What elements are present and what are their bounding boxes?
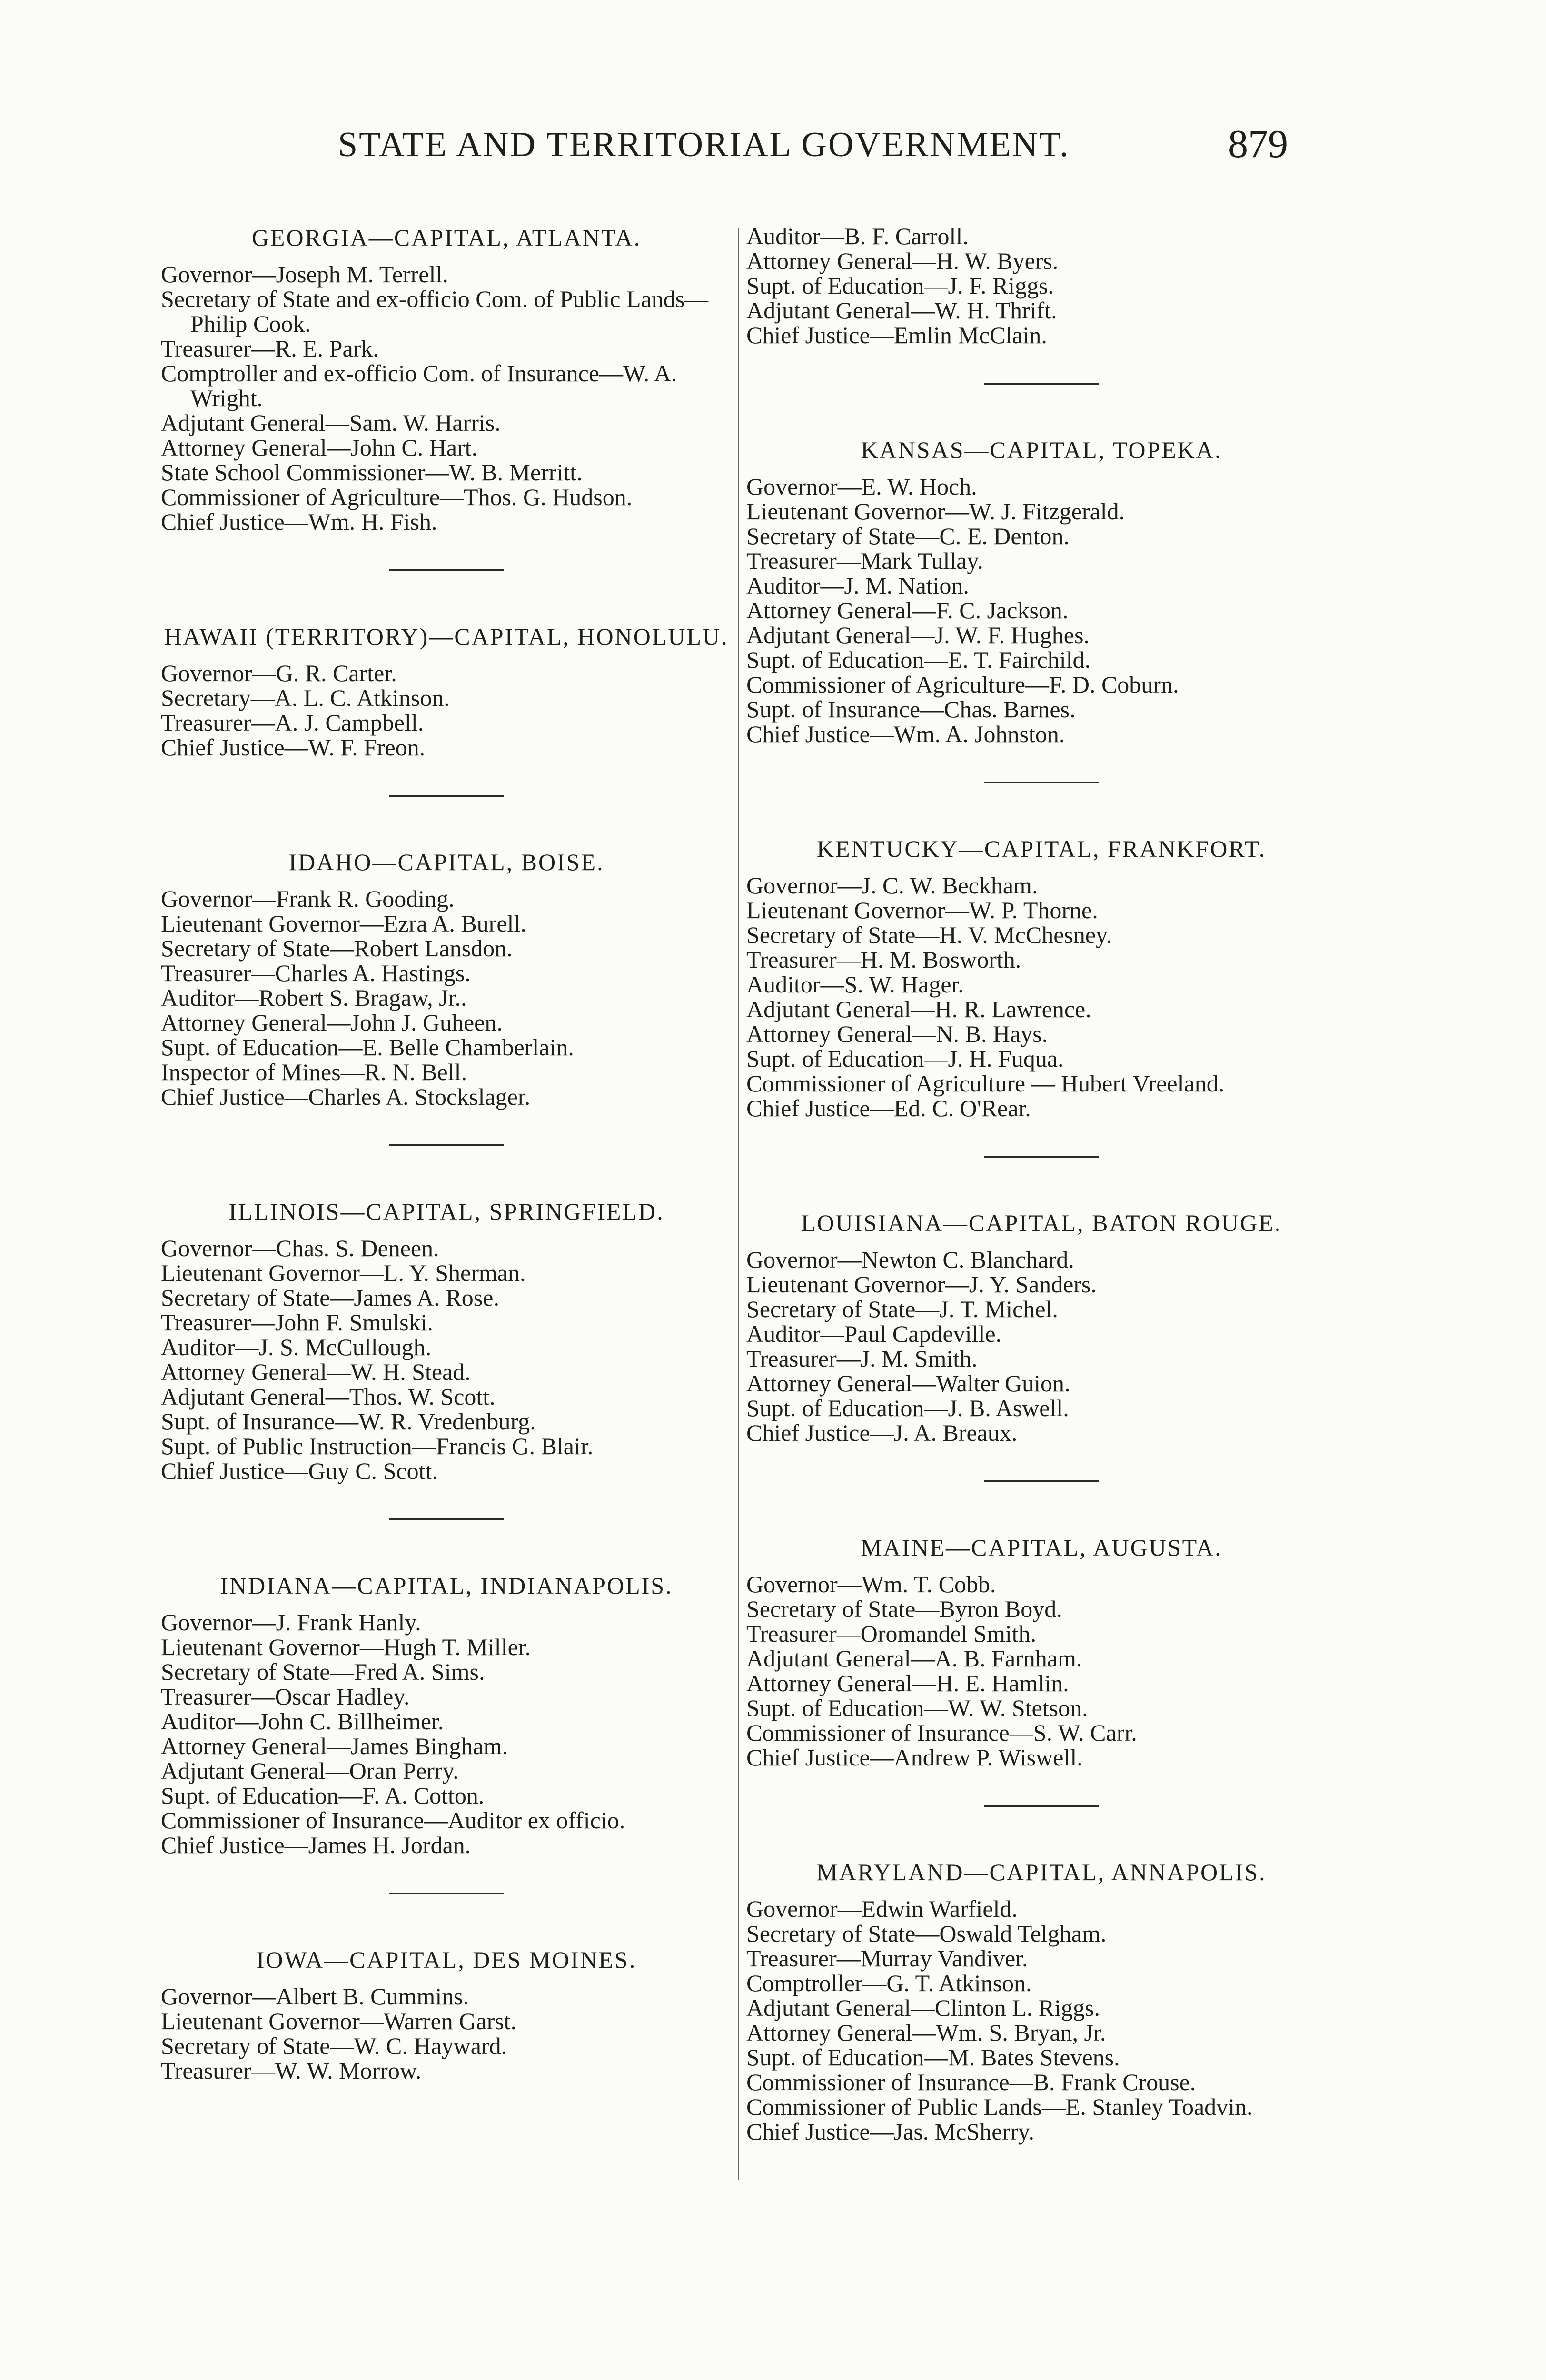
state-section xyxy=(746,1858,1337,2144)
officer-entry: Chief Justice—Jas. McSherry. xyxy=(746,2118,1034,2145)
officer-entry: Governor—Edwin Warfield. xyxy=(746,1895,1018,1922)
state-section xyxy=(161,1572,732,1857)
officer-entry: Comptroller and ex-officio Com. of Insurance—W. A. Wright. xyxy=(161,360,677,411)
officer-entry: Chief Justice—Wm. H. Fish. xyxy=(161,508,437,535)
officer-entry: Auditor—J. M. Nation. xyxy=(746,572,970,599)
officer-entry: Secretary of State—Robert Lansdon. xyxy=(161,935,513,962)
section-divider xyxy=(389,1144,504,1146)
officer-entry: Attorney General—Wm. S. Bryan, Jr. xyxy=(746,2019,1106,2046)
officer-entry: Chief Justice—Guy C. Scott. xyxy=(161,1458,438,1484)
state-heading: IDAHO—CAPITAL, BOISE. xyxy=(288,849,605,875)
officer-entry: Secretary of State—H. V. McChesney. xyxy=(746,922,1112,948)
section-divider xyxy=(984,782,1099,783)
officer-entry: Attorney General—John J. Guheen. xyxy=(161,1009,503,1036)
state-heading: IOWA—CAPITAL, DES MOINES. xyxy=(256,1946,637,1973)
officer-entry: Governor—J. Frank Hanly. xyxy=(161,1609,421,1636)
officer-entry: Supt. of Insurance—Chas. Barnes. xyxy=(746,696,1076,723)
officer-entry: Commissioner of Insurance—S. W. Carr. xyxy=(746,1719,1137,1746)
column-divider xyxy=(738,228,739,2180)
officer-entry: Chief Justice—J. A. Breaux. xyxy=(746,1419,1018,1446)
officer-entry: Commissioner of Public Lands—E. Stanley Toadvin. xyxy=(746,2093,1253,2120)
state-section xyxy=(161,224,732,534)
officer-entry: Secretary of State—W. C. Hayward. xyxy=(161,2033,507,2059)
state-section xyxy=(746,835,1337,1121)
officer-entry: Supt. of Education—W. W. Stetson. xyxy=(746,1695,1088,1721)
section-divider xyxy=(389,1893,504,1894)
left-column xyxy=(161,224,732,2094)
officer-entry: Treasurer—H. M. Bosworth. xyxy=(746,946,1021,973)
state-section xyxy=(161,848,732,1109)
state-heading: LOUISIANA—CAPITAL, BATON ROUGE. xyxy=(801,1210,1282,1236)
officer-entry: Supt. of Education—E. T. Fairchild. xyxy=(746,646,1091,673)
officer-entry: Auditor—John C. Billheimer. xyxy=(161,1708,444,1735)
state-section xyxy=(746,1209,1337,1445)
officer-entry: Secretary of State—J. T. Michel. xyxy=(746,1296,1058,1322)
officer-entry: Supt. of Education—E. Belle Chamberlain. xyxy=(161,1034,574,1061)
officer-entry: Governor—G. R. Carter. xyxy=(161,660,397,686)
officer-entry: Adjutant General—H. R. Lawrence. xyxy=(746,996,1091,1022)
officer-entry: Lieutenant Governor—L. Y. Sherman. xyxy=(161,1259,526,1286)
officer-entry: Auditor—B. F. Carroll. xyxy=(746,223,969,249)
section-divider xyxy=(984,1805,1099,1807)
officer-entry: Lieutenant Governor—J. Y. Sanders. xyxy=(746,1271,1097,1298)
officer-entry: Secretary of State—Fred A. Sims. xyxy=(161,1658,485,1685)
state-heading: GEORGIA—CAPITAL, ATLANTA. xyxy=(251,224,642,251)
officer-entry: Adjutant General—J. W. F. Hughes. xyxy=(746,622,1090,648)
officer-entry: State School Commissioner—W. B. Merritt. xyxy=(161,459,583,486)
officer-entry: Auditor—Robert S. Bragaw, Jr.. xyxy=(161,984,467,1011)
officer-entry: Governor—Frank R. Gooding. xyxy=(161,885,455,912)
officer-entry: Commissioner of Agriculture — Hubert Vreeland. xyxy=(746,1070,1225,1097)
state-section xyxy=(746,224,1337,347)
officer-entry: Secretary of State—James A. Rose. xyxy=(161,1284,499,1311)
section-divider xyxy=(984,1156,1099,1158)
officer-entry: Lieutenant Governor—Hugh T. Miller. xyxy=(161,1634,531,1660)
officer-entry: Treasurer—Oromandel Smith. xyxy=(746,1620,1037,1647)
officer-entry: Supt. of Education—M. Bates Stevens. xyxy=(746,2044,1120,2071)
officer-entry: Governor—Albert B. Cummins. xyxy=(161,1983,469,2010)
officer-entry: Chief Justice—Ed. C. O'Rear. xyxy=(746,1095,1031,1121)
officer-entry: Treasurer—J. M. Smith. xyxy=(746,1345,978,1372)
officer-entry: Secretary of State—Byron Boyd. xyxy=(746,1596,1062,1622)
officer-entry: Treasurer—W. W. Morrow. xyxy=(161,2057,422,2084)
officer-entry: Adjutant General—W. H. Thrift. xyxy=(746,297,1057,324)
officer-entry: Attorney General—H. E. Hamlin. xyxy=(746,1670,1069,1696)
officer-entry: Attorney General—F. C. Jackson. xyxy=(746,597,1069,624)
officer-entry: Chief Justice—Andrew P. Wiswell. xyxy=(746,1744,1083,1771)
officer-entry: Governor—J. C. W. Beckham. xyxy=(746,872,1038,899)
state-section xyxy=(161,1946,732,2083)
officer-entry: Governor—E. W. Hoch. xyxy=(746,473,977,500)
officer-entry: Adjutant General—Thos. W. Scott. xyxy=(161,1383,496,1410)
officer-entry: Treasurer—R. E. Park. xyxy=(161,335,379,362)
state-heading: INDIANA—CAPITAL, INDIANAPOLIS. xyxy=(220,1572,673,1599)
officer-entry: Treasurer—Murray Vandiver. xyxy=(746,1945,1028,1972)
officer-entry: Attorney General—John C. Hart. xyxy=(161,434,478,461)
officer-entry: Treasurer—Oscar Hadley. xyxy=(161,1683,410,1710)
state-heading: KANSAS—CAPITAL, TOPEKA. xyxy=(861,436,1222,463)
officer-entry: Supt. of Education—F. A. Cotton. xyxy=(161,1782,485,1809)
officer-entry: Treasurer—A. J. Campbell. xyxy=(161,709,424,736)
officer-entry: Lieutenant Governor—W. P. Thorne. xyxy=(746,897,1098,923)
state-section xyxy=(746,436,1337,746)
right-column xyxy=(746,224,1337,2155)
officer-entry: Treasurer—Charles A. Hastings. xyxy=(161,960,471,986)
officer-entry: Chief Justice—Emlin McClain. xyxy=(746,322,1047,348)
state-heading: KENTUCKY—CAPITAL, FRANKFORT. xyxy=(816,835,1267,862)
officer-entry: Treasurer—Mark Tullay. xyxy=(746,547,983,574)
officer-entry: Chief Justice—Charles A. Stockslager. xyxy=(161,1083,531,1110)
officer-entry: Supt. of Education—J. H. Fuqua. xyxy=(746,1045,1064,1072)
officer-entry: Secretary of State and ex-officio Com. of Public Lands—Philip Cook. xyxy=(161,286,709,337)
officer-entry: Inspector of Mines—R. N. Bell. xyxy=(161,1059,467,1085)
officer-entry: Supt. of Public Instruction—Francis G. Blair. xyxy=(161,1433,594,1459)
state-section xyxy=(161,1198,732,1483)
officer-entry: Comptroller—G. T. Atkinson. xyxy=(746,1970,1032,1996)
officer-entry: Governor—Chas. S. Deneen. xyxy=(161,1235,439,1261)
officer-entry: Chief Justice—Wm. A. Johnston. xyxy=(746,721,1065,747)
state-heading: ILLINOIS—CAPITAL, SPRINGFIELD. xyxy=(228,1198,664,1225)
officer-entry: Commissioner of Agriculture—F. D. Coburn. xyxy=(746,671,1179,698)
officer-entry: Governor—Wm. T. Cobb. xyxy=(746,1571,996,1597)
section-divider xyxy=(984,1480,1099,1482)
officer-entry: Attorney General—H. W. Byers. xyxy=(746,248,1059,274)
officer-entry: Adjutant General—Sam. W. Harris. xyxy=(161,409,501,436)
state-heading: MAINE—CAPITAL, AUGUSTA. xyxy=(861,1534,1222,1561)
officer-entry: Lieutenant Governor—Warren Garst. xyxy=(161,2008,517,2034)
page-number: 879 xyxy=(1228,122,1288,166)
officer-entry: Secretary of State—C. E. Denton. xyxy=(746,523,1070,549)
officer-entry: Supt. of Education—J. F. Riggs. xyxy=(746,272,1054,299)
state-heading: HAWAII (TERRITORY)—CAPITAL, HONOLULU. xyxy=(164,623,729,650)
officer-entry: Adjutant General—Clinton L. Riggs. xyxy=(746,1994,1100,2021)
officer-entry: Commissioner of Insurance—Auditor ex officio. xyxy=(161,1807,625,1834)
officer-entry: Attorney General—Walter Guion. xyxy=(746,1370,1070,1397)
section-divider xyxy=(389,795,504,797)
section-divider xyxy=(389,1518,504,1520)
section-divider xyxy=(389,569,504,571)
page-header xyxy=(0,122,1546,177)
officer-entry: Attorney General—N. B. Hays. xyxy=(746,1021,1048,1047)
officer-entry: Secretary of State—Oswald Telgham. xyxy=(746,1920,1107,1947)
officer-entry: Auditor—J. S. McCullough. xyxy=(161,1334,432,1360)
officer-entry: Supt. of Insurance—W. R. Vredenburg. xyxy=(161,1408,536,1435)
state-section xyxy=(161,623,732,760)
officer-entry: Lieutenant Governor—Ezra A. Burell. xyxy=(161,910,526,937)
state-section xyxy=(746,1534,1337,1770)
officer-entry: Adjutant General—Oran Perry. xyxy=(161,1757,459,1784)
officer-entry: Lieutenant Governor—W. J. Fitzgerald. xyxy=(746,498,1125,525)
officer-entry: Chief Justice—James H. Jordan. xyxy=(161,1832,471,1858)
officer-entry: Chief Justice—W. F. Freon. xyxy=(161,734,426,761)
officer-entry: Adjutant General—A. B. Farnham. xyxy=(746,1645,1082,1672)
officer-entry: Supt. of Education—J. B. Aswell. xyxy=(746,1395,1069,1421)
section-divider xyxy=(984,383,1099,385)
officer-entry: Treasurer—John F. Smulski. xyxy=(161,1309,433,1336)
officer-entry: Auditor—Paul Capdeville. xyxy=(746,1320,1002,1347)
state-heading: MARYLAND—CAPITAL, ANNAPOLIS. xyxy=(816,1859,1267,1885)
officer-entry: Commissioner of Agriculture—Thos. G. Hudson. xyxy=(161,484,633,510)
officer-entry: Governor—Joseph M. Terrell. xyxy=(161,261,448,288)
officer-entry: Attorney General—James Bingham. xyxy=(161,1733,508,1759)
officer-entry: Commissioner of Insurance—B. Frank Crouse. xyxy=(746,2069,1196,2095)
officer-entry: Auditor—S. W. Hager. xyxy=(746,971,964,998)
officer-entry: Secretary—A. L. C. Atkinson. xyxy=(161,684,450,711)
officer-entry: Governor—Newton C. Blanchard. xyxy=(746,1246,1074,1273)
officer-entry: Attorney General—W. H. Stead. xyxy=(161,1359,471,1385)
running-title: STATE AND TERRITORIAL GOVERNMENT. xyxy=(338,125,1070,164)
